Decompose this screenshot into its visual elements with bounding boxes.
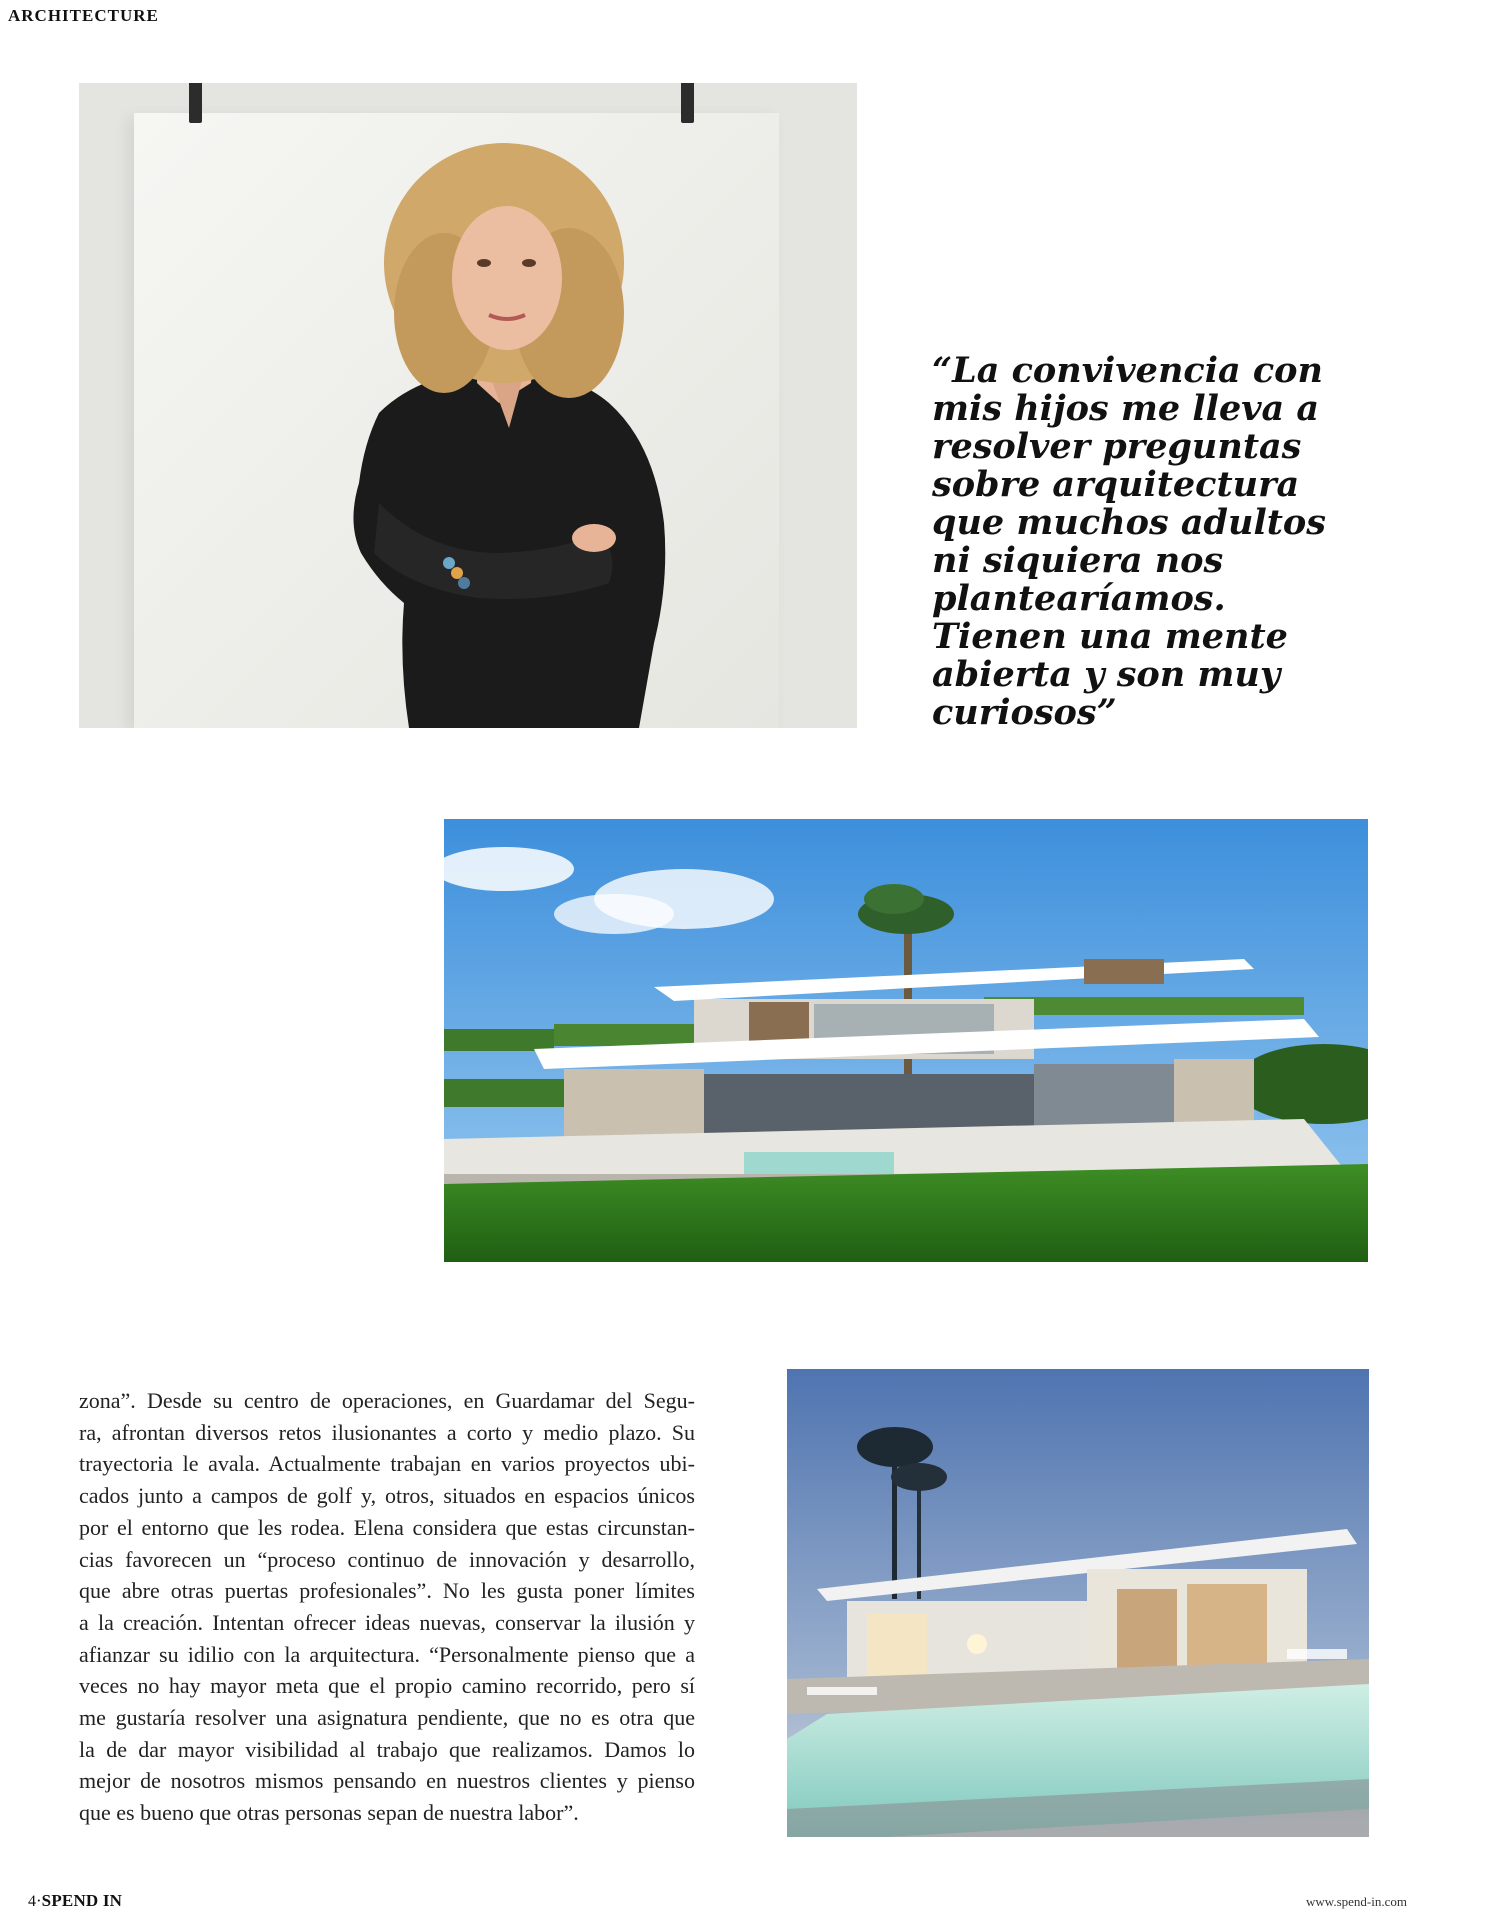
quote-line: plantearíamos.: [932, 578, 1226, 619]
quote-line: sobre arquitectura: [932, 464, 1300, 505]
quote-line: ni siquiera nos: [932, 540, 1224, 581]
website-url[interactable]: www.spend-in.com: [1306, 1894, 1407, 1909]
body-line: ra, afrontan diversos retos ilusionantes a corto y medio plazo. Su: [79, 1419, 695, 1445]
article-body-text: [79, 1385, 695, 1829]
quote-line: que muchos adultos: [932, 502, 1326, 543]
body-line: que es bueno que otras personas sepan de nuestra labor”.: [79, 1800, 579, 1826]
body-line: que abre otras puertas profesionales”. No les gusta poner límites: [79, 1578, 695, 1604]
page-footer-left: [28, 1891, 122, 1911]
body-line: veces no hay mayor meta que el propio camino recorrido, pero sí: [79, 1673, 695, 1699]
body-line: me gustaría resolver una asignatura pendiente, que no es otra que: [79, 1705, 695, 1731]
page-number: 4: [28, 1893, 36, 1910]
pull-quote: [932, 352, 1402, 732]
body-line: afianzar su idilio con la arquitectura. “Personalmente pienso que a: [79, 1641, 695, 1667]
villa-day-photo: [444, 819, 1368, 1262]
quote-line: resolver preguntas: [932, 426, 1302, 467]
quote-line: curiosos”: [932, 692, 1117, 733]
body-line: zona”. Desde su centro de operaciones, en Guardamar del Segu-: [79, 1388, 695, 1413]
body-line: a la creación. Intentan ofrecer ideas nuevas, conservar la ilusión y: [79, 1609, 695, 1635]
quote-line: Tienen una mente: [932, 616, 1288, 657]
body-line: la de dar mayor visibilidad al trabajo que realizamos. Damos lo: [79, 1736, 695, 1762]
portrait-photo: [79, 83, 857, 728]
body-line: cados junto a campos de golf y, otros, situados en espacios únicos: [79, 1483, 695, 1509]
villa-night-render: [787, 1369, 1369, 1837]
quote-line: “La convivencia con: [932, 350, 1323, 391]
footer-separator: ·: [36, 1891, 42, 1910]
quote-line: mis hijos me lleva a: [932, 388, 1320, 429]
section-label: ARCHITECTURE: [8, 6, 159, 25]
villa-day-render: [444, 819, 1368, 1262]
body-line: cias favorecen un “proceso continuo de innovación y desarrollo,: [79, 1546, 695, 1572]
woman-figure: [79, 83, 857, 728]
publication-name: SPEND IN: [41, 1891, 123, 1910]
body-line: por el entorno que les rodea. Elena considera que estas circunstan-: [79, 1514, 695, 1540]
body-line: mejor de nosotros mismos pensando en nuestros clientes y pienso: [79, 1768, 695, 1794]
body-line: trayectoria le avala. Actualmente trabajan en varios proyectos ubi-: [79, 1451, 695, 1477]
villa-night-photo: [787, 1369, 1369, 1837]
quote-line: abierta y son muy: [932, 654, 1281, 695]
